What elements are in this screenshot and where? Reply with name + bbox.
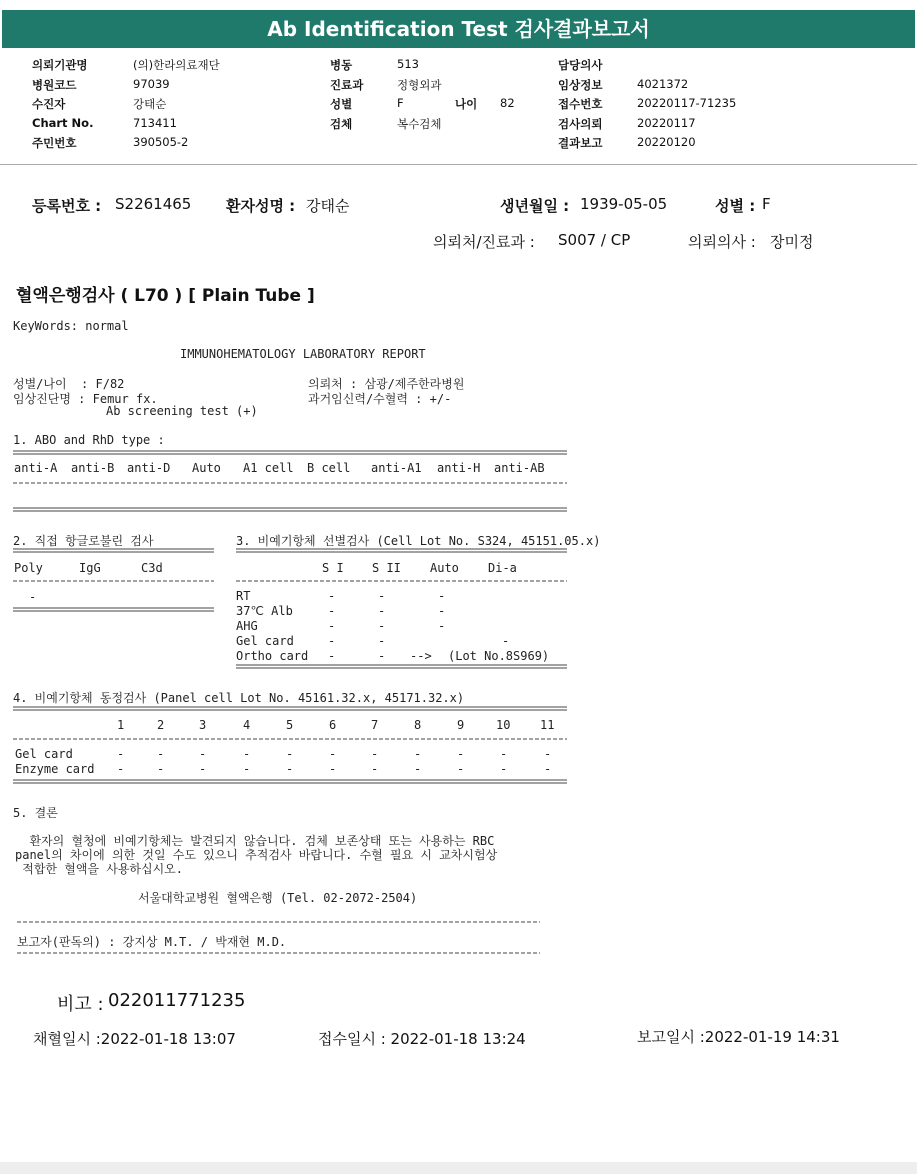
panel-cell: - [414,747,422,761]
panel-cell: - [243,762,251,776]
header-field-value: 513 [397,57,419,71]
dept-label: 의뢰처/진료과 : [433,233,535,251]
header-field-label: 접수번호 [558,97,603,111]
header-field-label: 병동 [330,58,353,72]
panel-column-header: 1 [117,718,125,732]
dat-column-header: C3d [141,561,163,575]
age-label: 나이 [455,97,478,111]
panel-column-header: 7 [371,718,379,732]
panel-cell: - [371,747,379,761]
screen-cell: - [328,619,336,633]
panel-column-header: 11 [540,718,555,732]
screen-cell: - [328,589,336,603]
header-field-value: 713411 [133,115,177,130]
abo-column-header: anti-D [127,461,171,475]
header-field-label: 성별 [330,97,353,111]
screen-column-header: S II [372,561,401,575]
dat-column-header: Poly [14,561,43,575]
panel-cell: - [414,762,422,776]
panel-row-label: Gel card [15,747,73,761]
header-field-value: F [397,96,404,110]
panel-cell: - [157,762,165,776]
panel-column-header: 10 [496,718,511,732]
receive-time: 접수일시 : 2022-01-18 13:24 [318,1030,526,1048]
abo-column-header: anti-B [71,461,115,475]
section-2-title: 2. 직접 항글로불린 검사 [13,534,154,548]
header-field-label: Chart No. [32,115,94,130]
header-field-value: 정형외과 [397,77,442,92]
panel-column-header: 5 [286,718,294,732]
section-5-title: 5. 결론 [13,806,58,820]
abo-column-header: anti-AB [494,461,545,475]
panel-cell: - [117,762,125,776]
dob-value: 1939-05-05 [580,195,668,213]
screen-cell: - [328,604,336,618]
screen-cell: - [378,649,386,663]
panel-cell: - [157,747,165,761]
dept-value: S007 / CP [558,231,631,249]
reg-value: S2261465 [115,195,192,213]
name-value: 강태순 [306,197,350,215]
header-field-label: 검사의뢰 [558,116,603,131]
section-1-title: 1. ABO and RhD type : [13,433,165,447]
screen-row-label: 37℃ Alb [236,604,293,618]
test-title: 혈액은행검사 ( L70 ) [ Plain Tube ] [16,286,315,306]
panel-cell: - [329,762,337,776]
header-field-value: 97039 [133,76,170,91]
panel-column-header: 3 [199,718,207,732]
abo-column-header: anti-A [14,461,58,475]
header-field-value: 20220117 [637,115,696,130]
screen-cell: - [378,604,386,618]
memo-label: 비고 : [57,994,104,1015]
screen-column-header: Di-a [488,561,517,575]
age-value: 82 [500,96,515,110]
screen-cell: - [438,604,446,618]
panel-row-label: Enzyme card [15,762,95,776]
screen-column-header: S I [322,561,344,575]
hospital-line: 서울대학교병원 혈액은행 (Tel. 02-2072-2504) [138,891,418,905]
header-field-value: 4021372 [637,76,689,91]
panel-cell: - [199,762,207,776]
sex-label: 성별 : [715,197,756,215]
abo-column-header: anti-A1 [371,461,422,475]
panel-cell: - [500,747,508,761]
header-field-label: 검체 [330,116,353,131]
header-field-label: 병원코드 [32,77,77,92]
screen-cell: (Lot No.8S969) [448,649,550,663]
name-label: 환자성명 : [226,197,296,215]
header-field-label: 수진자 [32,97,66,111]
header-field-value: 강태순 [133,97,167,111]
panel-cell: - [199,747,207,761]
diagnosis-line2: Ab screening test (+) [106,404,258,418]
panel-cell: - [544,747,552,761]
section-3-title: 3. 비예기항체 선별검사 (Cell Lot No. S324, 45151.05.x) [236,534,601,548]
screen-cell: - [378,589,386,603]
dob-label: 생년월일 : [500,197,570,215]
panel-column-header: 4 [243,718,251,732]
diagnosis: 임상진단명 : Femur fx. [13,392,158,406]
panel-cell: - [117,747,125,761]
history: 과거임신력/수혈력 : +/- [308,392,452,406]
dat-column-header: IgG [79,561,101,575]
screen-cell: --> [410,649,432,663]
section-4-title: 4. 비예기항체 동정검사 (Panel cell Lot No. 45161.32.x, 45171.32.x) [13,691,465,705]
collect-time: 채혈일시 :2022-01-18 13:07 [33,1030,236,1048]
sex-value: F [762,195,771,213]
panel-cell: - [371,762,379,776]
keywords: KeyWords: normal [13,319,129,333]
panel-cell: - [286,762,294,776]
doctor-label: 의뢰의사 : [688,233,756,251]
abo-column-header: A1 cell [243,461,294,475]
panel-cell: - [286,747,294,761]
screen-row-label: Gel card [236,634,294,648]
screen-cell: - [378,634,386,648]
panel-cell: - [457,762,465,776]
panel-cell: - [243,747,251,761]
screen-row-label: Ortho card [236,649,309,663]
doctor-value: 장미정 [770,233,814,251]
referral: 의뢰처 : 삼광/제주한라병원 [308,377,465,391]
header-field-label: 임상정보 [558,77,603,92]
conclusion-line: 적합한 혈액을 사용하십시오. [15,862,184,876]
abo-column-header: anti-H [437,461,481,475]
sex-age: 성별/나이 : F/82 [13,377,125,391]
screen-cell: - [502,634,510,648]
report-time: 보고일시 :2022-01-19 14:31 [637,1028,840,1046]
abo-column-header: Auto [192,461,221,475]
panel-column-header: 6 [329,718,337,732]
panel-column-header: 8 [414,718,422,732]
panel-cell: - [329,747,337,761]
header-field-label: 담당의사 [558,58,603,72]
report-title: Ab Identification Test 검사결과보고서 [2,10,915,48]
header-field-value: (의)한라의료재단 [133,58,220,72]
screen-row-label: RT [236,589,251,603]
screen-column-header: Auto [430,561,459,575]
memo-value: 022011771235 [108,990,246,1011]
bottom-band [0,1162,917,1174]
screen-cell: - [328,649,336,663]
reg-label: 등록번호 : [32,197,102,215]
section-2-value: - [29,590,37,604]
header-field-label: 결과보고 [558,136,603,150]
header-field-value: 390505-2 [133,135,189,149]
panel-column-header: 9 [457,718,465,732]
panel-cell: - [500,762,508,776]
header-field-value: 20220120 [637,135,696,149]
conclusion-line: panel의 차이에 의한 것일 수도 있으니 추적검사 바랍니다. 수혈 필요 시 교차시험상 [15,848,498,862]
screen-cell: - [378,619,386,633]
panel-column-header: 2 [157,718,165,732]
panel-cell: - [457,747,465,761]
reporter-line: 보고자(판독의) : 강지상 M.T. / 박재현 M.D. [17,935,287,949]
header-field-label: 의뢰기관명 [32,58,88,72]
panel-cell: - [544,762,552,776]
screen-cell: - [438,619,446,633]
header-field-label: 진료과 [330,77,364,92]
header-field-value: 복수검체 [397,116,442,131]
conclusion-line: 환자의 혈청에 비예기항체는 발견되지 않습니다. 검체 보존상태 또는 사용하는 RBC [15,834,495,848]
screen-cell: - [438,589,446,603]
header-field-label: 주민번호 [32,136,77,150]
abo-column-header: B cell [307,461,351,475]
screen-cell: - [328,634,336,648]
screen-row-label: AHG [236,619,258,633]
header-field-value: 20220117-71235 [637,96,737,110]
report-heading: IMMUNOHEMATOLOGY LABORATORY REPORT [180,347,426,361]
